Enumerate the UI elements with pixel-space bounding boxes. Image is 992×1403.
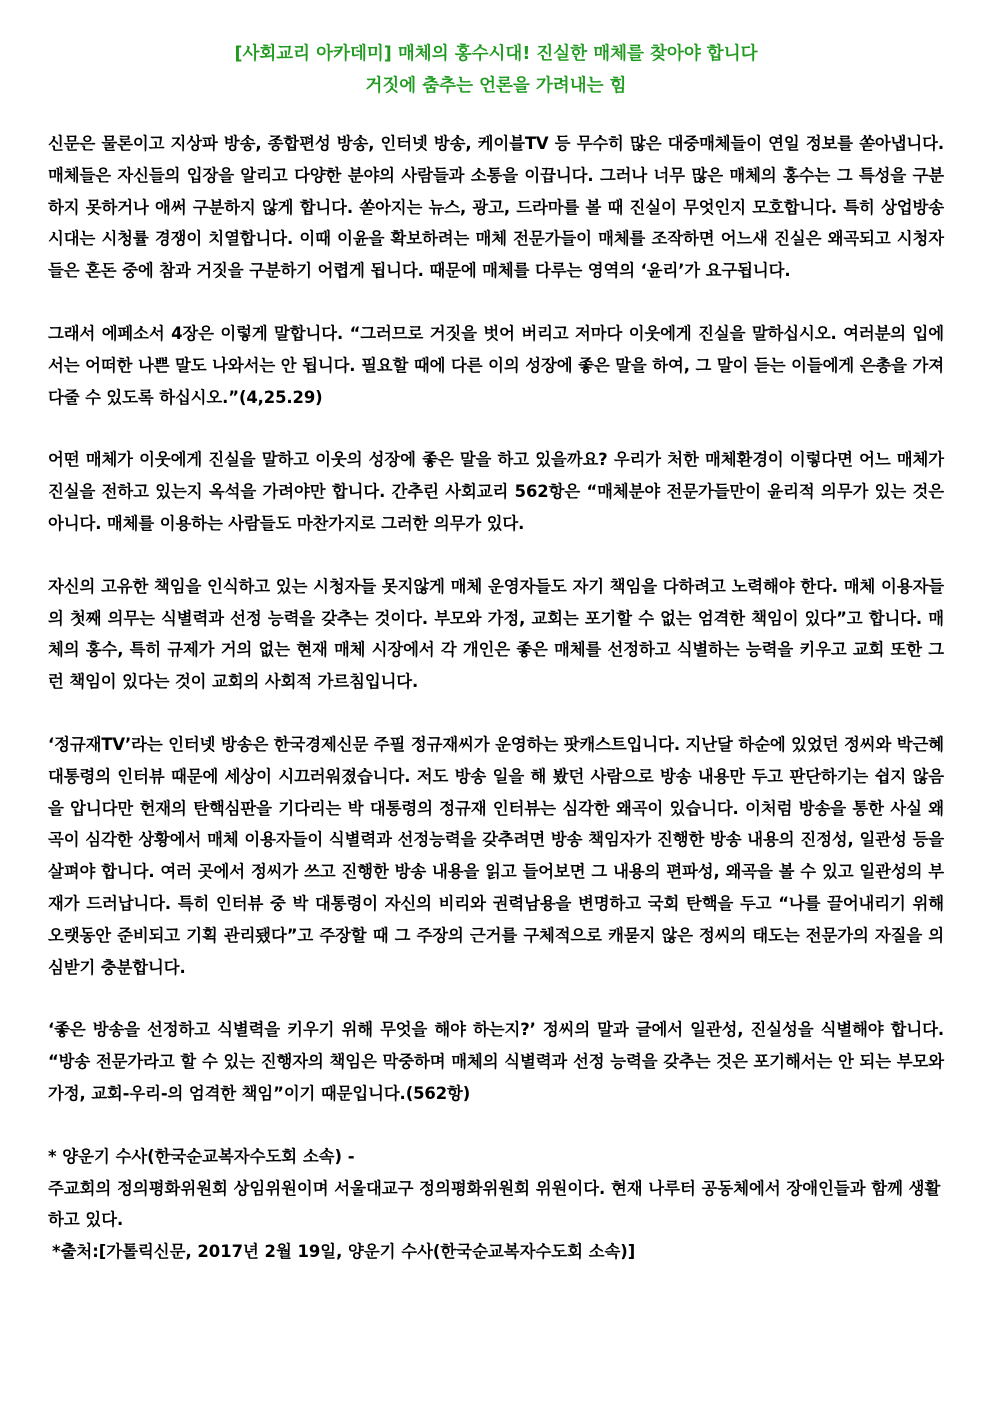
paragraph-4: 자신의 고유한 책임을 인식하고 있는 시청자들 못지않게 매체 운영자들도 자기 책임을 다하려고 노력해야 한다. 매체 이용자들의 첫째 의무는 식별력과 선정 능력을 갖추는 것이다. 부모와 가정, 교회는 포기할 수 없는 엄격한 책임이 있다”고 합니다. 매체의 홍수, 특히 규제가 거의 없는 현재 매체 시장에서 각 개인은 좋은 매체를 선정하고 식별하는 능력을 키우고 교회 또한 그런 책임이 있다는 것이 교회의 사회적 가르침입니다. bbox=[48, 576, 944, 692]
paragraph-5: ‘정규재TV’라는 인터넷 방송은 한국경제신문 주필 정규재씨가 운영하는 팟캐스트입니다. 지난달 하순에 있었던 정씨와 박근혜 대통령의 인터뷰 때문에 세상이 시끄러워졌습니다. 저도 방송 일을 해 봤던 사람으로 방송 내용만 두고 판단하기는 쉽지 않음을 압니다만 헌재의 탄핵심판을 기다리는 박 대통령의 정규재 인터뷰는 심각한 왜곡이 있습니다. 이처럼 방송을 통한 사실 왜곡이 심각한 상황에서 매체 이용자들이 식별력과 선정능력을 갖추려면 방송 책임자가 진행한 방송 내용의 진정성, 일관성 등을 살펴야 합니다. 여러 곳에서 정씨가 쓰고 진행한 방송 내용을 읽고 들어보면 그 내용의 편파성, 왜곡을 볼 수 있고 일관성의 부재가 드러납니다. 특히 인터뷰 중 박 대통령이 자신의 비리와 권력남용을 변명하고 국회 탄핵을 두고 “나를 끌어내리기 위해 오랫동안 준비되고 기획 관리됐다”고 주장할 때 그 주장의 근거를 구체적으로 캐묻지 않은 정씨의 태도는 전문가의 자질을 의심받기 충분합니다. bbox=[48, 734, 944, 977]
paragraph-2: 그래서 에페소서 4장은 이렇게 말합니다. “그러므로 거짓을 벗어 버리고 저마다 이웃에게 진실을 말하십시오. 여러분의 입에서는 어떠한 나쁜 말도 나와서는 안 됩니다. 필요할 때에 다른 이의 성장에 좋은 말을 하여, 그 말이 듣는 이들에게 은총을 가져다줄 수 있도록 하십시오.”(4,25.29) bbox=[48, 323, 944, 407]
paragraph-1: 신문은 물론이고 지상파 방송, 종합편성 방송, 인터넷 방송, 케이블TV 등 무수히 많은 대중매체들이 연일 정보를 쏟아냅니다. 매체들은 자신들의 입장을 알리고 다양한 분야의 사람들과 소통을 이끕니다. 그러나 너무 많은 매체의 홍수는 그 특성을 구분하지 못하거나 애써 구분하지 않게 합니다. 쏟아지는 뉴스, 광고, 드라마를 볼 때 진실이 무엇인지 모호합니다. 특히 상업방송 시대는 시청률 경쟁이 치열합니다. 이때 이윤을 확보하려는 매체 전문가들이 매체를 조작하면 어느새 진실은 왜곡되고 시청자들은 혼돈 중에 참과 거짓을 구분하기 어렵게 됩니다. 때문에 매체를 다루는 영역의 ‘윤리’가 요구됩니다. bbox=[48, 134, 944, 281]
source-citation: *출처:[가톨릭신문, 2017년 2월 19일, 양운기 수사(한국순교복자수도회 소속)] bbox=[52, 1242, 636, 1262]
paragraph-6: ‘좋은 방송을 선정하고 식별력을 키우기 위해 무엇을 해야 하는지?’ 정씨의 말과 글에서 일관성, 진실성을 식별해야 합니다. “방송 전문가라고 할 수 있는 진행자의 책임은 막중하며 매체의 식별력과 선정 능력을 갖추는 것은 포기해서는 안 되는 부모와 가정, 교회-우리-의 엄격한 책임”이기 때문입니다.(562항) bbox=[48, 1020, 944, 1103]
paragraph-3: 어떤 매체가 이웃에게 진실을 말하고 이웃의 성장에 좋은 말을 하고 있을까요? 우리가 처한 매체환경이 이렇다면 어느 매체가 진실을 전하고 있는지 옥석을 가려야만 합니다. 간추린 사회교리 562항은 “매체분야 전문가들만이 윤리적 의무가 있는 것은 아니다. 매체를 이용하는 사람들도 마찬가지로 그러한 의무가 있다. bbox=[48, 450, 944, 533]
author-bio: 주교회의 정의평화위원회 상임위원이며 서울대교구 정의평화위원회 위원이다. 현재 나루터 공동체에서 장애인들과 함께 생활하고 있다. bbox=[48, 1178, 941, 1230]
article-title: [사회교리 아카데미] 매체의 홍수시대! 진실한 매체를 찾아야 합니다 bbox=[234, 44, 758, 64]
author-footer bbox=[48, 1141, 944, 1268]
article-subtitle: 거짓에 춤추는 언론을 가려내는 힘 bbox=[365, 76, 627, 96]
author-line: * 양운기 수사(한국순교복자수도회 소속) - bbox=[48, 1146, 355, 1166]
article-header bbox=[48, 38, 944, 102]
article-body bbox=[48, 128, 944, 1110]
